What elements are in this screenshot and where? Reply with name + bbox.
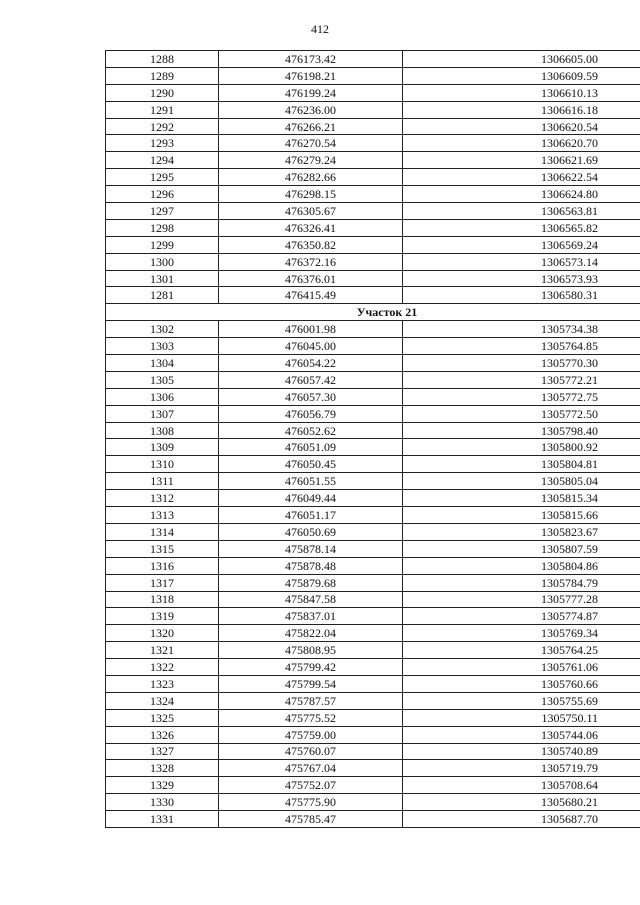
point-number-cell: 1325 xyxy=(106,709,219,726)
y-coordinate-cell: 1306620.54 xyxy=(403,118,640,135)
point-number-cell: 1295 xyxy=(106,169,219,186)
x-coordinate-cell: 476054.22 xyxy=(219,355,403,372)
table-row xyxy=(106,321,640,338)
table-row xyxy=(106,169,640,186)
x-coordinate-cell: 475760.07 xyxy=(219,743,403,760)
y-coordinate-cell: 1306609.59 xyxy=(403,67,640,84)
point-number-cell: 1321 xyxy=(106,642,219,659)
x-coordinate-cell: 476052.62 xyxy=(219,422,403,439)
y-coordinate-cell: 1306563.81 xyxy=(403,203,640,220)
table-row xyxy=(106,760,640,777)
point-number-cell: 1300 xyxy=(106,253,219,270)
point-number-cell: 1311 xyxy=(106,473,219,490)
x-coordinate-cell: 476051.17 xyxy=(219,507,403,524)
y-coordinate-cell: 1306622.54 xyxy=(403,169,640,186)
table-row xyxy=(106,608,640,625)
y-coordinate-cell: 1306580.31 xyxy=(403,287,640,304)
table-row xyxy=(106,557,640,574)
table-row xyxy=(106,203,640,220)
point-number-cell: 1291 xyxy=(106,101,219,118)
x-coordinate-cell: 476056.79 xyxy=(219,405,403,422)
table-row xyxy=(106,625,640,642)
x-coordinate-cell: 476376.01 xyxy=(219,270,403,287)
point-number-cell: 1317 xyxy=(106,574,219,591)
y-coordinate-cell: 1305764.25 xyxy=(403,642,640,659)
x-coordinate-cell: 476415.49 xyxy=(219,287,403,304)
y-coordinate-cell: 1305805.04 xyxy=(403,473,640,490)
table-row xyxy=(106,523,640,540)
y-coordinate-cell: 1306610.13 xyxy=(403,84,640,101)
point-number-cell: 1298 xyxy=(106,219,219,236)
y-coordinate-cell: 1306569.24 xyxy=(403,236,640,253)
y-coordinate-cell: 1305680.21 xyxy=(403,794,640,811)
table-row xyxy=(106,84,640,101)
point-number-cell: 1296 xyxy=(106,186,219,203)
point-number-cell: 1316 xyxy=(106,557,219,574)
x-coordinate-cell: 476372.16 xyxy=(219,253,403,270)
section-header-row xyxy=(106,304,640,321)
x-coordinate-cell: 475759.00 xyxy=(219,726,403,743)
x-coordinate-cell: 476326.41 xyxy=(219,219,403,236)
table-row xyxy=(106,473,640,490)
x-coordinate-cell: 475799.54 xyxy=(219,675,403,692)
point-number-cell: 1297 xyxy=(106,203,219,220)
x-coordinate-cell: 475847.58 xyxy=(219,591,403,608)
x-coordinate-cell: 476350.82 xyxy=(219,236,403,253)
point-number-cell: 1281 xyxy=(106,287,219,304)
x-coordinate-cell: 476198.21 xyxy=(219,67,403,84)
y-coordinate-cell: 1305770.30 xyxy=(403,355,640,372)
point-number-cell: 1306 xyxy=(106,388,219,405)
point-number-cell: 1305 xyxy=(106,371,219,388)
y-coordinate-cell: 1305815.66 xyxy=(403,507,640,524)
table-row xyxy=(106,743,640,760)
point-number-cell: 1314 xyxy=(106,523,219,540)
y-coordinate-cell: 1305772.21 xyxy=(403,371,640,388)
table-row xyxy=(106,405,640,422)
table-row xyxy=(106,388,640,405)
coordinates-table-body xyxy=(106,51,640,828)
table-row xyxy=(106,709,640,726)
x-coordinate-cell: 475775.52 xyxy=(219,709,403,726)
x-coordinate-cell: 476279.24 xyxy=(219,152,403,169)
point-number-cell: 1323 xyxy=(106,675,219,692)
y-coordinate-cell: 1306605.00 xyxy=(403,51,640,68)
x-coordinate-cell: 475767.04 xyxy=(219,760,403,777)
point-number-cell: 1303 xyxy=(106,338,219,355)
point-number-cell: 1309 xyxy=(106,439,219,456)
table-row xyxy=(106,253,640,270)
x-coordinate-cell: 475799.42 xyxy=(219,659,403,676)
point-number-cell: 1299 xyxy=(106,236,219,253)
point-number-cell: 1319 xyxy=(106,608,219,625)
table-row xyxy=(106,456,640,473)
x-coordinate-cell: 476057.30 xyxy=(219,388,403,405)
y-coordinate-cell: 1305719.79 xyxy=(403,760,640,777)
table-row xyxy=(106,338,640,355)
point-number-cell: 1290 xyxy=(106,84,219,101)
table-row xyxy=(106,726,640,743)
table-row xyxy=(106,371,640,388)
table-row xyxy=(106,659,640,676)
point-number-cell: 1312 xyxy=(106,490,219,507)
y-coordinate-cell: 1305734.38 xyxy=(403,321,640,338)
table-row xyxy=(106,355,640,372)
point-number-cell: 1324 xyxy=(106,692,219,709)
page-number: 412 xyxy=(311,22,329,36)
point-number-cell: 1310 xyxy=(106,456,219,473)
table-row xyxy=(106,490,640,507)
table-row xyxy=(106,777,640,794)
x-coordinate-cell: 476057.42 xyxy=(219,371,403,388)
point-number-cell: 1318 xyxy=(106,591,219,608)
point-number-cell: 1331 xyxy=(106,811,219,828)
point-number-cell: 1320 xyxy=(106,625,219,642)
point-number-cell: 1326 xyxy=(106,726,219,743)
table-row xyxy=(106,236,640,253)
y-coordinate-cell: 1305708.64 xyxy=(403,777,640,794)
point-number-cell: 1301 xyxy=(106,270,219,287)
table-row xyxy=(106,287,640,304)
y-coordinate-cell: 1305798.40 xyxy=(403,422,640,439)
point-number-cell: 1322 xyxy=(106,659,219,676)
table-row xyxy=(106,186,640,203)
table-row xyxy=(106,51,640,68)
y-coordinate-cell: 1305772.50 xyxy=(403,405,640,422)
y-coordinate-cell: 1305784.79 xyxy=(403,574,640,591)
y-coordinate-cell: 1305750.11 xyxy=(403,709,640,726)
y-coordinate-cell: 1306621.69 xyxy=(403,152,640,169)
point-number-cell: 1293 xyxy=(106,135,219,152)
x-coordinate-cell: 475775.90 xyxy=(219,794,403,811)
x-coordinate-cell: 475837.01 xyxy=(219,608,403,625)
point-number-cell: 1308 xyxy=(106,422,219,439)
y-coordinate-cell: 1305800.92 xyxy=(403,439,640,456)
point-number-cell: 1289 xyxy=(106,67,219,84)
point-number-cell: 1313 xyxy=(106,507,219,524)
x-coordinate-cell: 476199.24 xyxy=(219,84,403,101)
point-number-cell: 1294 xyxy=(106,152,219,169)
x-coordinate-cell: 476050.45 xyxy=(219,456,403,473)
y-coordinate-cell: 1305823.67 xyxy=(403,523,640,540)
x-coordinate-cell: 475878.14 xyxy=(219,540,403,557)
table-row xyxy=(106,574,640,591)
y-coordinate-cell: 1305777.28 xyxy=(403,591,640,608)
table-row xyxy=(106,675,640,692)
table-row xyxy=(106,135,640,152)
y-coordinate-cell: 1306616.18 xyxy=(403,101,640,118)
y-coordinate-cell: 1305687.70 xyxy=(403,811,640,828)
x-coordinate-cell: 476173.42 xyxy=(219,51,403,68)
table-row xyxy=(106,811,640,828)
table-row xyxy=(106,507,640,524)
y-coordinate-cell: 1305774.87 xyxy=(403,608,640,625)
x-coordinate-cell: 476051.09 xyxy=(219,439,403,456)
point-number-cell: 1288 xyxy=(106,51,219,68)
x-coordinate-cell: 476305.67 xyxy=(219,203,403,220)
coordinates-table xyxy=(105,50,640,828)
y-coordinate-cell: 1305804.81 xyxy=(403,456,640,473)
table-row xyxy=(106,118,640,135)
x-coordinate-cell: 475879.68 xyxy=(219,574,403,591)
point-number-cell: 1328 xyxy=(106,760,219,777)
point-number-cell: 1302 xyxy=(106,321,219,338)
x-coordinate-cell: 476045.00 xyxy=(219,338,403,355)
x-coordinate-cell: 476051.55 xyxy=(219,473,403,490)
x-coordinate-cell: 476298.15 xyxy=(219,186,403,203)
point-number-cell: 1330 xyxy=(106,794,219,811)
x-coordinate-cell: 476050.69 xyxy=(219,523,403,540)
x-coordinate-cell: 476049.44 xyxy=(219,490,403,507)
y-coordinate-cell: 1306573.14 xyxy=(403,253,640,270)
y-coordinate-cell: 1305755.69 xyxy=(403,692,640,709)
y-coordinate-cell: 1306620.70 xyxy=(403,135,640,152)
y-coordinate-cell: 1305815.34 xyxy=(403,490,640,507)
point-number-cell: 1307 xyxy=(106,405,219,422)
y-coordinate-cell: 1306624.80 xyxy=(403,186,640,203)
y-coordinate-cell: 1305807.59 xyxy=(403,540,640,557)
table-row xyxy=(106,152,640,169)
y-coordinate-cell: 1305744.06 xyxy=(403,726,640,743)
table-row xyxy=(106,439,640,456)
section-title: Участок 21 xyxy=(106,304,640,321)
x-coordinate-cell: 475752.07 xyxy=(219,777,403,794)
table-row xyxy=(106,642,640,659)
point-number-cell: 1327 xyxy=(106,743,219,760)
x-coordinate-cell: 476266.21 xyxy=(219,118,403,135)
point-number-cell: 1315 xyxy=(106,540,219,557)
x-coordinate-cell: 475822.04 xyxy=(219,625,403,642)
y-coordinate-cell: 1305769.34 xyxy=(403,625,640,642)
x-coordinate-cell: 476001.98 xyxy=(219,321,403,338)
table-row xyxy=(106,540,640,557)
table-row xyxy=(106,101,640,118)
point-number-cell: 1304 xyxy=(106,355,219,372)
table-row xyxy=(106,422,640,439)
x-coordinate-cell: 475808.95 xyxy=(219,642,403,659)
y-coordinate-cell: 1305772.75 xyxy=(403,388,640,405)
y-coordinate-cell: 1305764.85 xyxy=(403,338,640,355)
x-coordinate-cell: 476236.00 xyxy=(219,101,403,118)
y-coordinate-cell: 1306565.82 xyxy=(403,219,640,236)
x-coordinate-cell: 475785.47 xyxy=(219,811,403,828)
point-number-cell: 1329 xyxy=(106,777,219,794)
x-coordinate-cell: 476282.66 xyxy=(219,169,403,186)
table-row xyxy=(106,794,640,811)
y-coordinate-cell: 1305761.06 xyxy=(403,659,640,676)
table-row xyxy=(106,692,640,709)
table-row xyxy=(106,270,640,287)
x-coordinate-cell: 475878.48 xyxy=(219,557,403,574)
y-coordinate-cell: 1305760.66 xyxy=(403,675,640,692)
table-row xyxy=(106,591,640,608)
y-coordinate-cell: 1306573.93 xyxy=(403,270,640,287)
table-row xyxy=(106,219,640,236)
y-coordinate-cell: 1305804.86 xyxy=(403,557,640,574)
x-coordinate-cell: 475787.57 xyxy=(219,692,403,709)
point-number-cell: 1292 xyxy=(106,118,219,135)
x-coordinate-cell: 476270.54 xyxy=(219,135,403,152)
table-row xyxy=(106,67,640,84)
y-coordinate-cell: 1305740.89 xyxy=(403,743,640,760)
